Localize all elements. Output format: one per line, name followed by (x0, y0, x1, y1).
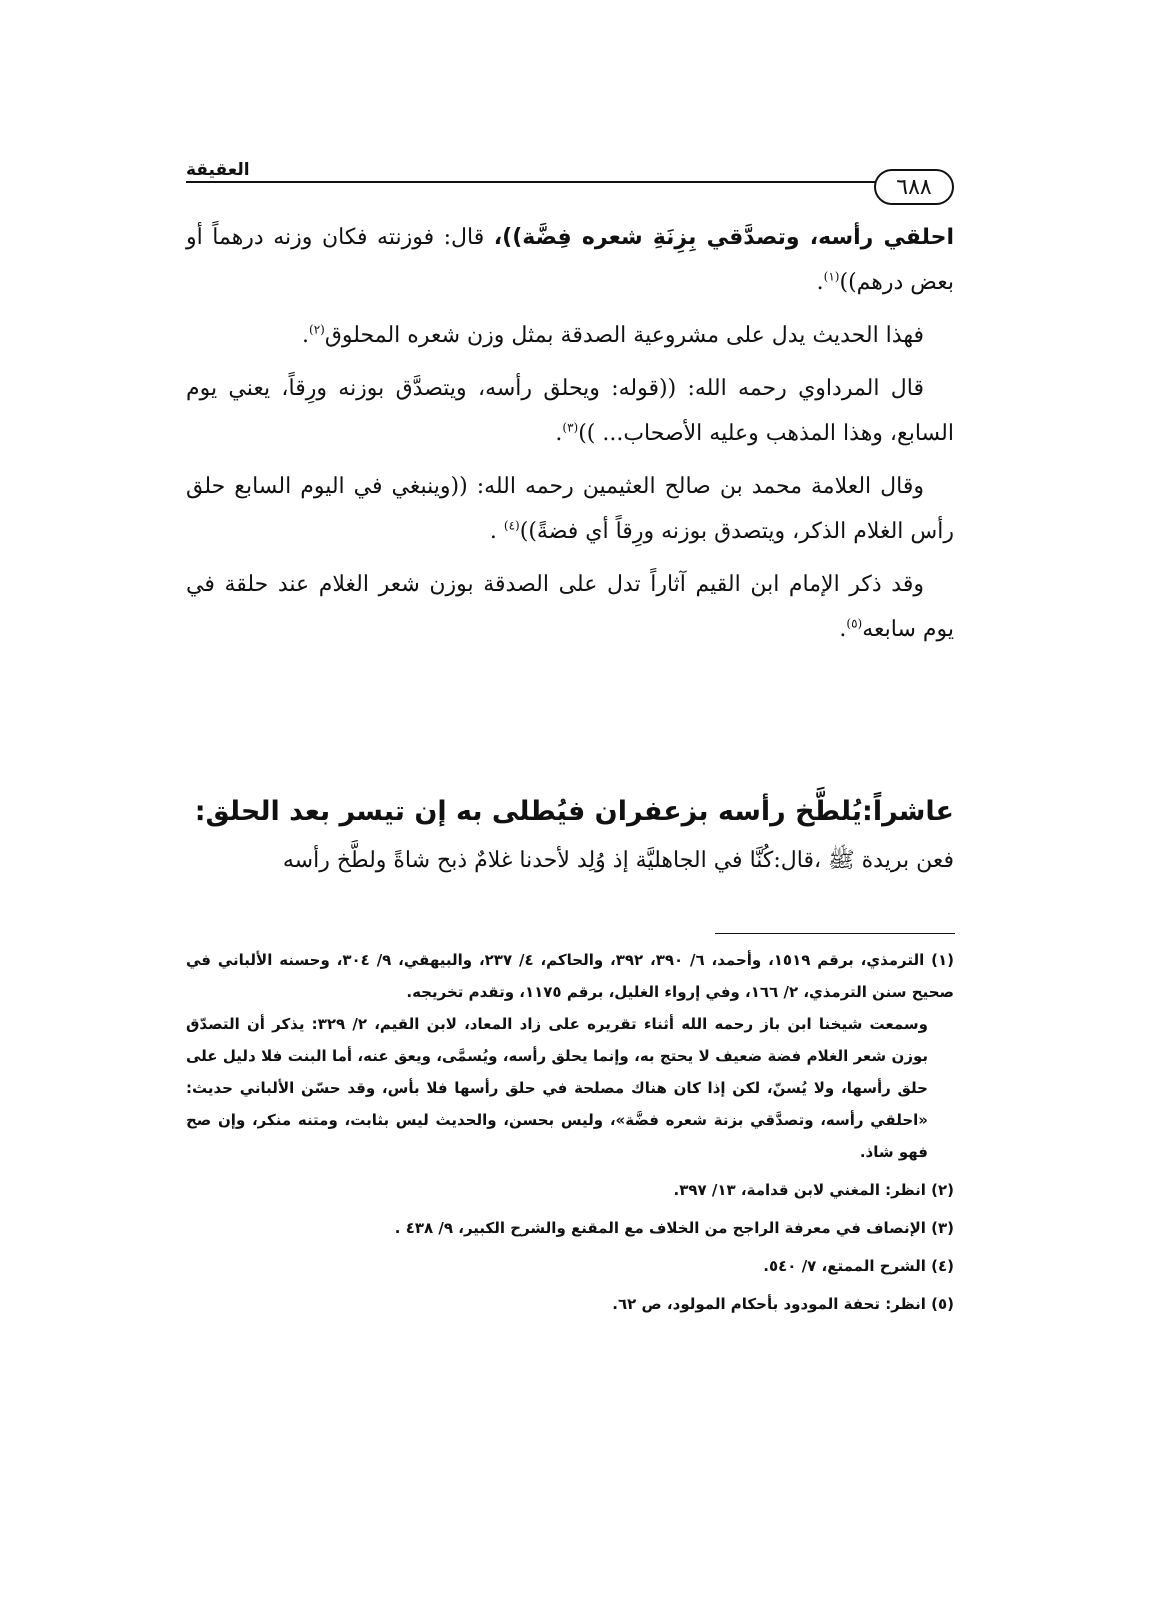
section-first-line: فعن بريدة ﷺ ،قال:كُنَّا في الجاهليَّة إذ وُلِد لأحدنا غلامٌ ذبح شاةً ولطَّخ رأسه (282, 848, 954, 873)
paragraph-4 (186, 464, 954, 554)
footnotes (186, 944, 954, 1320)
paragraph-1-text: قال: فوزنته فكان وزنه درهماً أو بعض درهم)) (186, 225, 954, 295)
footnote-5: (٥) انظر: تحفة المودود بأحكام المولود، ص ٦٢. (612, 1295, 954, 1313)
paragraph-4-text: وقال العلامة محمد بن صالح العثيمين رحمه الله: ((وينبغي في اليوم السابع حلق رأس الغلام الذكر، ويتصدق بوزنه ورِقاً أي فضةً)) (186, 474, 954, 544)
footnote-separator (715, 933, 955, 934)
footnote-3: (٣) الإنصاف في معرفة الراجح من الخلاف مع المقنع والشرح الكبير، ٩/ ٤٣٨ . (394, 1219, 954, 1237)
punctuation: . (302, 323, 310, 348)
book-title: العقيقة (186, 160, 250, 180)
footnote-4: (٤) الشرح الممتع، ٧/ ٥٤٠. (763, 1257, 954, 1275)
footnote-ref-1[interactable]: (١) (823, 269, 840, 284)
footnote-ref-5[interactable]: (٥) (846, 616, 863, 631)
paragraph-2 (186, 313, 954, 358)
section-heading: عاشراً:يُلطَّخ رأسه بزعفران فيُطلى به إن تيسر بعد الحلق: (194, 796, 954, 827)
header-rule (186, 181, 888, 183)
punctuation: . (489, 519, 504, 544)
footnote-ref-2[interactable]: (٢) (309, 322, 325, 337)
page-number: ٦٨٨ (874, 169, 954, 205)
footnote-2: (٢) انظر: المغني لابن قدامة، ١٣/ ٣٩٧. (673, 1181, 954, 1199)
punctuation: . (555, 421, 563, 446)
paragraph-3-text: قال المرداوي رحمه الله: ((قوله: ويحلق رأسه، ويتصدَّق بوزنه ورِقاً، يعني يوم السابع، وهذا المذهب وعليه الأصحاب... )) (186, 376, 954, 446)
page-header (186, 160, 954, 212)
hadith-quote: احلقي رأسه، وتصدَّقي بِزِنَةِ شعره فِضَّة))، (493, 225, 954, 250)
footnote-1: (١) الترمذي، برقم ١٥١٩، وأحمد، ٦/ ٣٩٠، ٣٩٢، والحاكم، ٤/ ٢٣٧، والبيهقي، ٩/ ٣٠٤، وحسنه الألباني في صحيح سنن الترمذي، ٢/ ١٦٦، وفي إرواء الغليل، برقم ١١٧٥، وتقدم تخريجه. (186, 951, 954, 1001)
paragraph-2-text: فهذا الحديث يدل على مشروعية الصدقة بمثل وزن شعره المحلوق (324, 323, 924, 348)
footnote-1-continued: وسمعت شيخنا ابن باز رحمه الله أثناء تقريره على زاد المعاد، لابن القيم، ٢/ ٣٢٩: يذكر أن التصدّق بوزن شعر الغلام فضة ضعيف لا يحتج به، وإنما يحلق رأسه، ويُسمَّى، ويعق عنه، أما البنت فلا دليل على حلق رأسها، ولا يُسنّ، لكن إذا كان هناك مصلحة في حلق رأسها فلا بأس، وقد حسّن الألباني حديث: «احلقي رأسه، وتصدَّقي بزنة شعره فضَّة»، وليس بحسن، والحديث ليس بثابت، ومتنه منكر، وإن صح فهو شاذ. (186, 1015, 929, 1161)
body-text (186, 215, 954, 660)
footnote-ref-3[interactable]: (٣) (562, 420, 579, 435)
punctuation: . (839, 617, 847, 642)
paragraph-3 (186, 366, 954, 456)
paragraph-5-text: وقد ذكر الإمام ابن القيم آثاراً تدل على الصدقة بوزن شعر الغلام عند حلقة في يوم سابعه (186, 572, 954, 642)
punctuation: . (816, 270, 824, 295)
paragraph-1 (186, 215, 954, 305)
paragraph-5 (186, 562, 954, 652)
footnote-ref-4[interactable]: (٤) (503, 518, 520, 533)
